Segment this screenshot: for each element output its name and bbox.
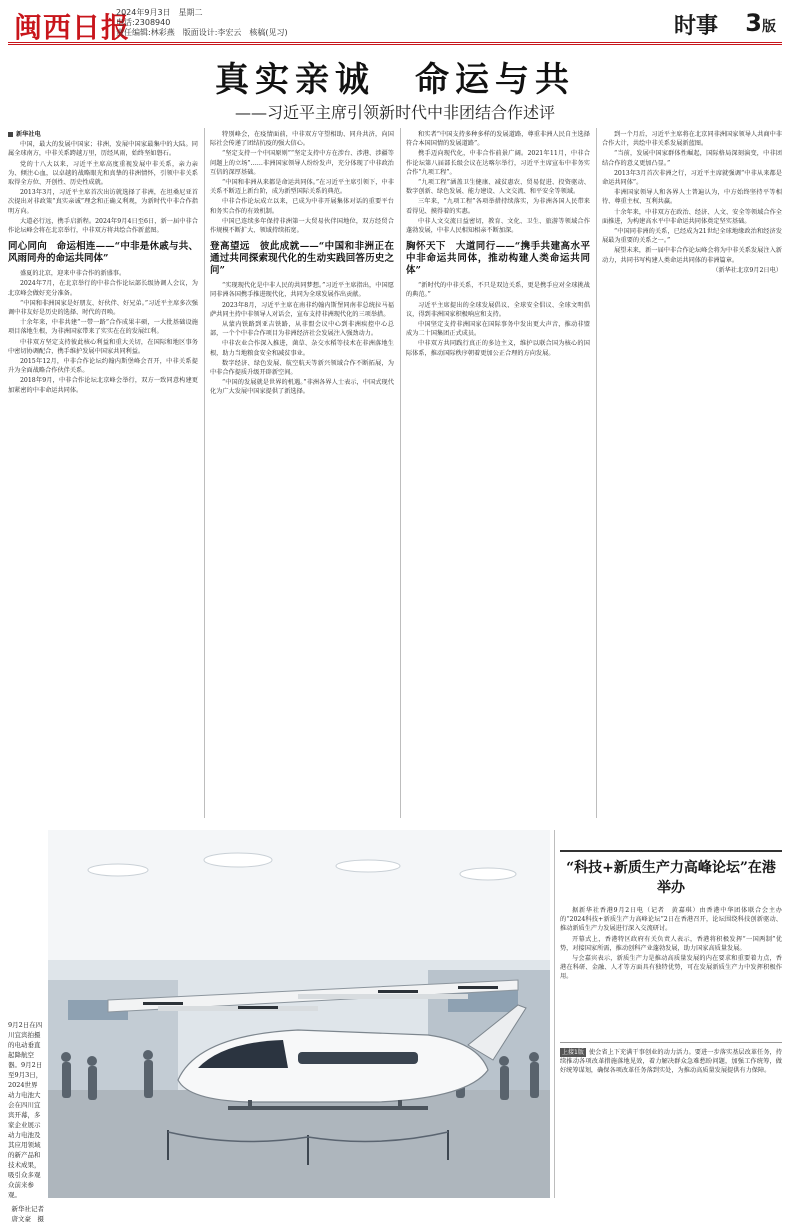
- paragraph: 特别峰会，在疫情面前，中非双方守望相助、同舟共济，向国际社会传递了团结抗疫的强大信心。: [210, 131, 394, 148]
- paragraph: 盛夏的北京，迎来中非合作的新盛事。: [20, 270, 126, 278]
- paragraph: [560, 1048, 782, 1076]
- page-number: [745, 9, 776, 37]
- paragraph: 十余年来，中非共建“一带一路”合作成果丰硕，一大批基础设施项目落地生根，为非洲国家带来了实实在在的发展红利。: [8, 319, 198, 336]
- column-divider: [554, 830, 555, 1198]
- phone: 电话:2308940: [116, 18, 171, 27]
- issue-date: 2024年9月3日 星期二: [116, 8, 203, 17]
- photo-caption-text: 9月2日在四川宜宾拍摄的电动垂直起降航空器。9月2日至9月3日，2024世界动力电池大会在四川宜宾开幕，多家企业展示动力电池及其应用领域的新产品和技术成果，吸引众多观众前来参观。: [8, 1021, 43, 1199]
- paragraph: 十余年来，中非双方在政治、经济、人文、安全等领域合作全面推进，为构建高水平中非命运共同体奠定坚实基础。: [602, 208, 782, 225]
- feature-headline: “科技+新质生产力高峰论坛”在港举办: [566, 860, 776, 896]
- paragraph: 党的十八大以来，习近平主席高度重视发展中非关系，亲力亲为、倾注心血，以卓越的战略眼光和真挚的非洲情怀，引领中非关系取得全方位、开创性、历史性成就。: [8, 160, 198, 187]
- paragraph: 中非人文交流日益密切，教育、文化、卫生、旅游等领域合作蓬勃发展，中非人民相知相亲不断加深。: [406, 217, 590, 235]
- paragraph: “中国和非洲国家是好朋友、好伙伴、好兄弟。”习近平主席多次强调中非友好是历史的选择、时代的召唤。: [8, 299, 198, 317]
- paragraph: 开幕式上，香港特区政府有关负责人表示，香港将积极发挥“一国两制”优势，对接国家所需，推动创科产业蓬勃发展，助力国家高质量发展。: [560, 935, 782, 952]
- article-column-1: [8, 130, 198, 820]
- paragraph: 和实者“中国支持多种多样的发展道路，尊重非洲人民自主选择符合本国国情的发展道路”。: [406, 131, 590, 148]
- paragraph: 据新华社香港9月2日电（记者 黄嘉琪）由香港中华团体联合会主办的“2024科技+新质生产力高峰论坛”2日在香港召开，论坛围绕科技创新驱动、推动新质生产力发展进行深入交流研讨。: [560, 907, 782, 933]
- paragraph: 中非双方共同践行真正的多边主义，维护以联合国为核心的国际体系，推动国际秩序朝着更加公正合理的方向发展。: [406, 340, 590, 357]
- paragraph: 2015年12月，中非合作论坛约翰内斯堡峰会召开，中非关系提升为全面战略合作伙伴关系。: [8, 358, 198, 375]
- article-column-2: [210, 130, 394, 820]
- hall-ceiling: [48, 830, 550, 960]
- paragraph: “当前，发展中国家群体性崛起，国际格局深刻演变，中非团结合作的意义更加凸显。”: [602, 150, 782, 167]
- paragraph: 2013年3月，习近平主席首次出访就选择了非洲，在坦桑尼亚首次提出对非政策“真实亲诚”理念和正确义利观，为新时代中非合作指明方向。: [8, 189, 198, 215]
- photo-credit: 新华社记者 唐文豪 摄: [11, 1205, 51, 1223]
- paragraph: 从蒙内铁路到亚吉铁路，从非盟会议中心到非洲疾控中心总部，一个个中非合作项目为非洲经济社会发展注入强劲动力。: [210, 321, 394, 338]
- masthead: [8, 6, 782, 45]
- paragraph: “新时代的中非关系，不只是双边关系，更是携手应对全球挑战的典范。”: [406, 282, 590, 299]
- aircraft-windows: [298, 1052, 418, 1064]
- section-subheading: 登高望远 彼此成就——“中国和非洲正在通过共同探索现代化的生动实践回答历史之问”: [210, 241, 394, 277]
- byline-square-icon: [8, 132, 13, 137]
- paragraph: “实现现代化是中非人民的共同梦想。”习近平主席指出，中国愿同非洲各国携手推进现代化，共同为全球发展作出贡献。: [210, 282, 394, 299]
- article-end-credit: （新华社北京9月2日电）: [712, 266, 782, 274]
- continued-text: 使会省上下充满干事创业的动力活力。要进一步落实基层改革任务，持续推动各项改革措施落地见效，着力解决群众急难愁盼问题，加强工作统筹，做好统筹谋划，确保各项改革任务落到实处，为推动高质量发展提供有力保障。: [560, 1049, 782, 1075]
- paragraph: 携手迈向现代化，中非合作前景广阔。2021年11月，中非合作论坛第八届部长级会议在达喀尔举行，习近平主席宣布中非务实合作“九项工程”。: [406, 150, 590, 176]
- news-photo-evtol: [48, 830, 550, 1198]
- paragraph: “九项工程”涵盖卫生健康、减贫惠农、贸易促进、投资驱动、数字创新、绿色发展、能力建设、人文交流、和平安全等领域。: [406, 179, 590, 196]
- paragraph: “中国同非洲的关系，已经成为21世纪全球地缘政治和经济发展最为重要的关系之一。”: [602, 228, 782, 245]
- paragraph: 中非双方坚定支持彼此核心利益和重大关切，在国际和地区事务中密切协调配合，携手维护发展中国家共同利益。: [8, 338, 198, 355]
- section-title: 时事: [673, 14, 718, 39]
- section-subheading: 胸怀天下 大道同行——“携手共建高水平中非命运共同体，推动构建人类命运共同体”: [406, 241, 590, 277]
- newspaper-logo: 闽西日报: [14, 11, 131, 44]
- paragraph: 2013年3月首次非洲之行，习近平主席就强调“中非从来都是命运共同体”。: [602, 169, 782, 187]
- paragraph: 2023年8月，习近平主席在南非约翰内斯堡同南非总统拉马福萨共同主持中非领导人对话会，宣布支持非洲现代化的三项举措。: [210, 301, 394, 318]
- paragraph: 大道必行远，携手启新程。2024年9月4日至6日，新一届中非合作论坛峰会将在北京举行，中非双方将共绘合作新蓝图。: [8, 217, 198, 235]
- paragraph: “中国和非洲从来都是命运共同体。”在习近平主席引领下，中非关系不断迈上新台阶，成为新型国际关系的典范。: [210, 179, 394, 196]
- column-divider: [400, 128, 401, 818]
- paragraph: 三年来，“九项工程”各项举措持续落实，为非洲各国人民带来看得见、摸得着的实惠。: [406, 198, 590, 215]
- photo-illustration: [48, 830, 550, 1198]
- masthead-meta: [116, 8, 288, 38]
- article-column-4: [602, 130, 782, 830]
- paragraph: 中国，最大的发展中国家；非洲，发展中国家最集中的大陆。同属全球南方，中非关系跨越万里，历经风雨，始终坚如磐石。: [8, 141, 198, 158]
- paragraph: 中国已连续多年保持非洲第一大贸易伙伴国地位，双方经贸合作规模不断扩大、领域持续拓宽。: [210, 217, 394, 235]
- continued-article: [560, 1048, 782, 1198]
- column-divider: [204, 128, 205, 818]
- page-suffix: 版: [762, 19, 776, 35]
- editors: 责任编辑:林彩燕 版面设计:李宏云 核稿(见习): [116, 28, 288, 37]
- paragraph: “中国的发展就是世界的机遇。”非洲各界人士表示，中国式现代化为广大发展中国家提供了新选择。: [210, 379, 394, 396]
- paragraph: 数字经济、绿色发展、航空航天等新兴领域合作不断拓展，为中非合作提质升级开辟新空间。: [210, 359, 394, 377]
- feature-top-rule: [560, 850, 782, 852]
- page-headline: 真实亲诚 命运与共: [215, 60, 575, 100]
- paragraph: 中国坚定支持非洲国家在国际事务中发出更大声音，推动非盟成为二十国集团正式成员。: [406, 321, 590, 338]
- article-column-3: [406, 130, 590, 820]
- paragraph: 中非农业合作深入推进，菌草、杂交水稻等技术在非洲落地生根，助力当地粮食安全和减贫事业。: [210, 340, 394, 357]
- page-number-digit: 3: [745, 9, 762, 37]
- paragraph: 与会嘉宾表示，新质生产力是推动高质量发展的内在要求和重要着力点，香港在科研、金融、人才等方面具有独特优势，可在发展新质生产力中发挥积极作用。: [560, 955, 782, 981]
- section-subheading: 同心同向 命运相连——“中非是休戚与共、风雨同舟的命运共同体”: [8, 241, 198, 265]
- column-divider: [596, 128, 597, 818]
- page-subheadline: ——习近平主席引领新时代中非团结合作述评: [234, 103, 555, 122]
- feature-divider: [560, 1042, 782, 1043]
- paragraph: 中非合作论坛成立以来，已成为中非开展集体对话的重要平台和务实合作的有效机制。: [210, 198, 394, 215]
- paragraph: “坚定支持一个中国原则”“坚定支持中方在涉台、涉港、涉疆等问题上的立场”……非洲国家领导人纷纷发声，充分体现了中非政治互信的深厚基础。: [210, 150, 394, 176]
- photo-caption: [8, 1020, 51, 1224]
- continued-tag: 上接1版: [562, 1049, 584, 1056]
- feature-body: [560, 906, 782, 1040]
- paragraph: 展望未来，新一届中非合作论坛峰会将为中非关系发展注入新动力，共同书写构建人类命运共同体的非洲篇章。: [602, 247, 782, 264]
- paragraph: 2024年7月，在北京举行的中非合作论坛部长级协调人会议，为北京峰会做好充分准备。: [8, 280, 198, 297]
- rotor-boom: [298, 994, 468, 999]
- article-byline: 新华社电: [8, 130, 198, 139]
- paragraph: 到一个月后，习近平主席将在北京同非洲国家领导人共商中非合作大计，共绘中非关系发展新蓝图。: [602, 131, 782, 148]
- paragraph: 非洲国家领导人和各界人士普遍认为，中方始终坚持平等相待、尊重主权、互利共赢。: [602, 189, 782, 206]
- paragraph: 习近平主席提出的全球发展倡议、全球安全倡议、全球文明倡议，得到非洲国家积极响应和支持。: [406, 301, 590, 318]
- paragraph: 2018年9月，中非合作论坛北京峰会举行，双方一致同意构建更加紧密的中非命运共同体。: [8, 377, 198, 394]
